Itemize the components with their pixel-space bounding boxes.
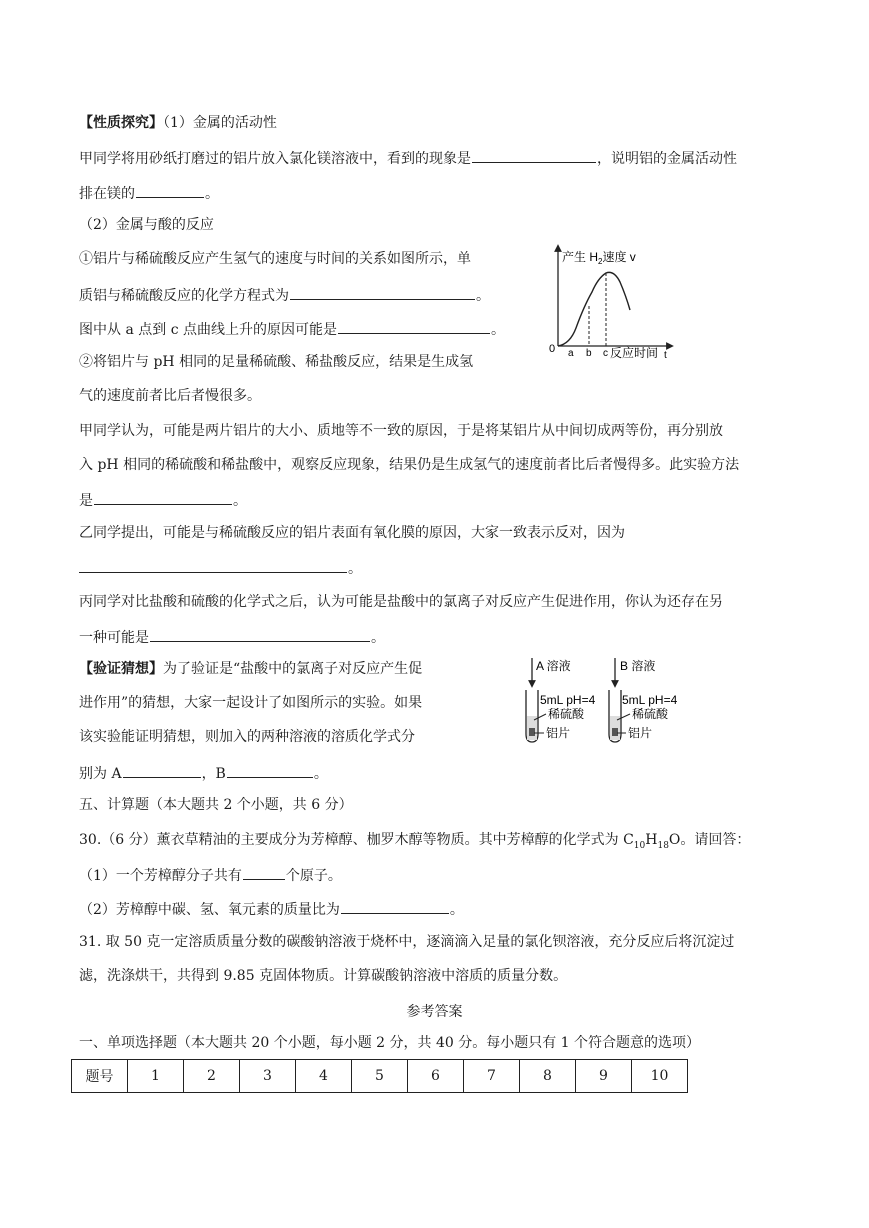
table-cell: 1 (128, 1060, 184, 1093)
answer-blank-b[interactable] (227, 763, 313, 778)
answer-blank[interactable] (94, 490, 232, 505)
tube-b-label: B 溶液 (620, 659, 656, 673)
q2-title: （2）金属与酸的反应 (79, 217, 214, 233)
table-cell: 3 (240, 1060, 296, 1093)
section-bracket-title: 【验证猜想】 (79, 661, 163, 677)
para-jia-1-line2: 排在镁的 。 (79, 183, 219, 203)
para-jia-2-line1: 甲同学认为，可能是两片铝片的大小、质地等不一致的原因，于是将某铝片从中间切成两等份，再分别放 (79, 423, 723, 439)
q2-1-line1: ①铝片与稀硫酸反应产生氢气的速度与时间的关系如图所示，单 (79, 251, 471, 267)
para-jia-2-line3: 是 。 (79, 490, 247, 510)
table-row (72, 1060, 688, 1093)
graph-point-b: b (586, 348, 592, 359)
table-cell: 9 (576, 1060, 632, 1093)
q31-line1: 31. 取 50 克一定溶质质量分数的碳酸钠溶液于烧杯中，逐滴滴入足量的氯化钡溶液，充分反应后将沉淀过 (79, 934, 735, 950)
section-verify-line2: 进作用”的猜想，大家一起设计了如图所示的实验。如果 (79, 695, 423, 711)
answer-blank[interactable] (150, 627, 370, 642)
q2-1-line2: 质铝与稀硫酸反应的化学方程式为 。 (79, 285, 490, 305)
tube-b-al: 铝片 (628, 726, 653, 740)
section-5-title: 五、计算题（本大题共 2 个小题，共 6 分） (79, 797, 353, 813)
graph-xlabel: 反应时间 (610, 346, 659, 360)
section-verify-line1: 【验证猜想】为了验证是“盐酸中的氯离子对反应产生促 (79, 661, 423, 677)
tube-b-aluminum (612, 728, 618, 736)
q1-title: （1）金属的活动性 (163, 115, 277, 131)
answer-blank-a[interactable] (123, 763, 201, 778)
graph-origin: 0 (549, 343, 556, 355)
q2-1-line3: 图中从 a 点到 c 点曲线上升的原因可能是 。 (79, 319, 505, 339)
q2-2-line1: ②将铝片与 pH 相同的足量稀硫酸、稀盐酸反应，结果是生成氢 (79, 354, 474, 370)
q31-line2: 滤，洗涤烘干，共得到 9.85 克固体物质。计算碳酸钠溶液中溶质的质量分数。 (79, 968, 568, 984)
graph-t: t (664, 350, 667, 361)
para-jia-1-line1: 甲同学将用砂纸打磨过的铝片放入氯化镁溶液中，看到的现象是 ，说明铝的金属活动性 (79, 148, 737, 168)
para-jia-2-line2: 入 pH 相同的稀硫酸和稀盐酸中，观察反应现象，结果仍是生成氢气的速度前者比后者慢得多。此实验方法 (79, 457, 740, 473)
answer-blank[interactable] (472, 148, 596, 163)
tube-a-acid: 稀硫酸 (548, 707, 585, 721)
q2-2-line2: 气的速度前者比后者慢很多。 (79, 388, 261, 404)
answer-table (71, 1059, 688, 1093)
section-bracket-title: 【性质探究】 (79, 115, 163, 131)
q30-stem: 30.（6 分）薰衣草精油的主要成分为芳樟醇、枷罗木醇等物质。其中芳樟醇的化学式为 $C_{10}H_{18}O$。请回答： (79, 832, 751, 851)
para-bing-line2: 一种可能是 。 (79, 627, 385, 647)
para-bing-line1: 丙同学对比盐酸和硫酸的化学式之后，认为可能是盐酸中的氯离子对反应产生促进作用，你认为还存在另 (79, 594, 723, 610)
table-cell: 7 (464, 1060, 520, 1093)
tube-b-cond: 5mL pH=4 (622, 693, 678, 707)
answer-section-1: 一、单项选择题（本大题共 20 个小题，每小题 2 分，共 40 分。每小题只有 1 个符合题意的选项） (79, 1035, 701, 1051)
table-cell: 4 (296, 1060, 352, 1093)
tube-a-label: A 溶液 (536, 659, 571, 673)
graph-point-c: c (603, 348, 608, 359)
section-verify-line3: 该实验能证明猜想，则加入的两种溶液的溶质化学式分 (79, 729, 415, 745)
tube-b-acid: 稀硫酸 (632, 707, 669, 721)
q30-sub1: （1）一个芳樟醇分子共有 个原子。 (79, 865, 342, 885)
table-cell: 10 (632, 1060, 688, 1093)
tube-a-cond: 5mL pH=4 (540, 693, 596, 707)
tube-a-aluminum (529, 728, 535, 736)
answer-title: 参考答案 (406, 1004, 463, 1020)
table-cell: 8 (520, 1060, 576, 1093)
section-verify-line4: 别为 A ，B 。 (79, 763, 328, 783)
q30-sub2: （2）芳樟醇中碳、氢、氧元素的质量比为 。 (79, 899, 464, 919)
table-cell: 6 (408, 1060, 464, 1093)
test-tube-figure (520, 654, 695, 754)
answer-blank[interactable] (290, 285, 475, 300)
graph-ylabel: 产生 $H_2$速度 v (562, 250, 636, 266)
answer-blank[interactable] (79, 558, 347, 573)
answer-blank[interactable] (243, 865, 285, 880)
table-header-cell: 题号 (72, 1060, 128, 1093)
answer-blank[interactable] (136, 183, 204, 198)
hydrogen-rate-graph (548, 240, 678, 365)
table-cell: 5 (352, 1060, 408, 1093)
answer-blank[interactable] (338, 319, 490, 334)
table-cell: 2 (184, 1060, 240, 1093)
answer-blank[interactable] (341, 899, 449, 914)
graph-point-a: a (568, 348, 574, 359)
rate-curve (558, 272, 630, 346)
para-yi-line1: 乙同学提出，可能是与稀硫酸反应的铝片表面有氧化膜的原因，大家一致表示反对，因为 (79, 525, 625, 541)
section-property-explore (79, 114, 277, 132)
tube-a-al: 铝片 (546, 726, 571, 740)
para-yi-line2: 。 (79, 558, 362, 578)
